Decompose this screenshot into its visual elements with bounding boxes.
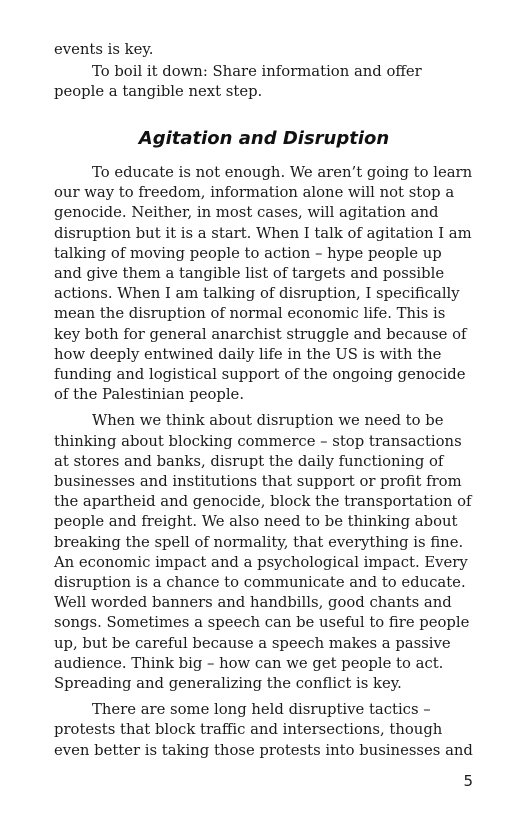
paragraph-tactics: There are some long held disruptive tactics – protests that block traffic and intersections, though even better is taking those protests into businesses and [54,701,473,759]
paragraph-disruption: When we think about disruption we need to be thinking about blocking commerce – stop transactions at stores and banks, disrupt the daily functioning of businesses and institutions that support or profit from the apartheid and genocide, block the transportation of people and freight. We also need to be thinking about breaking the spell of normality, that everything is fine. An economic impact and a psychological impact. Every disruption is a chance to communicate and to educate. Well worded banners and handbills, good chants and songs. Sometimes a speech can be useful to fire people up, but be careful because a speech makes a passive audience. Think big – how can we get people to act. Spreading and generalizing the conflict is key. [54,412,472,693]
paragraph-summary: To boil it down: Share information and offer people a tangible next step. [54,63,422,101]
page-number: 5 [463,772,473,790]
paragraph-educate: To educate is not enough. We aren’t going to learn our way to freedom, information alone will not stop a genocide. Neither, in most cases, will agitation and disruption but it is a start. When I talk of agitation I am talking of moving people to action – hype people up and give them a tangible list of targets and possible actions. When I am talking of disruption, I specifically mean the disruption of normal economic life. This is key both for general anarchist struggle and because of how deeply entwined daily life in the US is with the funding and logistical support of the ongoing genocide of the Palestinian people. [54,164,473,404]
paragraph-continuation: events is key. [54,41,154,58]
section-heading-block [54,127,474,151]
body-text-main [54,163,474,761]
body-text-top [54,40,474,103]
section-heading: Agitation and Disruption [138,128,390,149]
